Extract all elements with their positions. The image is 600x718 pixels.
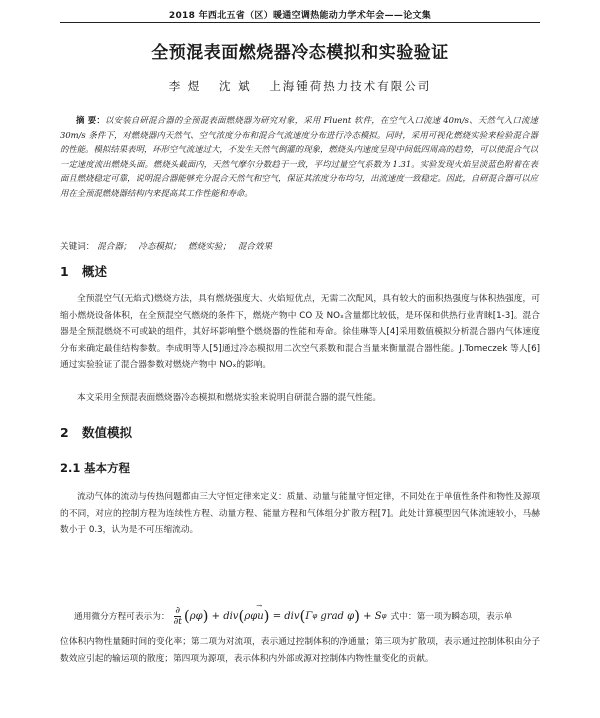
keyword: 混合效果 (237, 242, 273, 252)
subsection-heading (60, 460, 130, 476)
author-name: 李 煜 (168, 79, 202, 93)
section-title: 概述 (82, 264, 108, 279)
section-heading (60, 262, 107, 280)
author-name: 沈 斌 (219, 79, 252, 93)
equation-intro: 通用微分方程可表示为： (74, 612, 170, 622)
equation-line (74, 602, 542, 630)
section-title: 数值模拟 (82, 425, 133, 440)
keyword: 冷态模拟； (138, 242, 182, 252)
author-line (0, 78, 600, 94)
keyword: 燃烧实验； (187, 242, 231, 252)
keywords (60, 240, 540, 252)
paper-title: 全预混表面燃烧器冷态模拟和实验验证 (151, 43, 449, 63)
equation-explanation: 式中：第一项为瞬态项，表示单 (390, 612, 513, 622)
general-transport-equation: $\frac{\partial}{\partial t}$ ( ρφ ) + div ( ρφ → u ) = div ( Γ φ grad φ ) + S φ (174, 606, 387, 627)
keyword: 混合器； (97, 242, 132, 252)
body-paragraph: 本文采用全预混表面燃烧器冷态模拟和燃烧实验来说明自研混合器的混气性能。 (77, 393, 382, 403)
keywords-label: 关键词： (60, 242, 95, 252)
header-rule (60, 22, 540, 23)
running-header: 2018 年西北五省（区）暖通空调热能动力学术年会——论文集 (168, 11, 432, 21)
subsection-title: 基本方程 (84, 461, 130, 475)
section-number: 2 (60, 425, 69, 440)
abstract-label: 摘 要： (76, 115, 106, 125)
abstract-text: 以安装自研混合器的全预混表面燃烧器为研究对象，采用 Fluent 软件，在空气入口流速 40m/s、天然气入口流速 30m/s 条件下，对燃烧器内天然气、空气浓度分布和混合气流速度分布进行冷态模拟。同时，采用可视化燃烧实验来检验混合器的性能。模拟结果表明，环形空气流速过大，不发生天然气倒灌的现象，燃烧头内速度呈现中间低四周高的趋势，可以使混合气以一定速度流出燃烧头面。燃烧头截面内，天然气摩尔分数趋于一致，平均过量空气系数为 1.31。实验发现火焰呈淡蓝色附着在表面且燃烧稳定可靠，说明混合器能够充分混合天然气和空气，保证其浓度分布均匀，出流速度一致稳定。因此，自研混合器可以应用在全预混燃烧器结构内来提高其工作性能和寿命。 (60, 115, 538, 198)
body-paragraph: 全预混空气(无焰式)燃烧方法，具有燃烧强度大、火焰短优点，无需二次配风，具有较大的面积热强度与体积热强度，可缩小燃烧设备体积，在全预混空气燃烧的条件下，燃烧产物中 CO 及 NOₓ含量都比较低，是环保和供热行业青睐[1-3]。混合器是全预混燃烧不可或缺的组件，其好坏影响整个燃烧器的性能和寿命。徐佳琳等人[4]采用数值模拟分析混合器内气体速度分布来确定最佳结构参数。李成明等人[5]通过冷态模拟用二次空气系数和混合当量来衡量混合器性能。J.Tomeczek 等人[6]通过实验验证了混合器参数对燃烧产物中 NOₓ的影响。 (60, 294, 540, 370)
body-paragraph: 流动气体的流动与传热问题都由三大守恒定律来定义：质量、动量与能量守恒定律，不同处在于单值性条件和物性及源项的不同，对应的控制方程为连续性方程、动量方程、能量方程和气体组分扩散方程[7]。此处计算模型因气体流速较小，马赫数小于 0.3，认为是不可压缩流动。 (60, 492, 540, 535)
abstract (60, 113, 538, 201)
section-heading (60, 423, 132, 441)
subsection-number: 2.1 (60, 461, 81, 475)
body-paragraph: 位体积内物性量随时间的变化率；第二项为对流项，表示通过控制体积的净通量；第三项为扩散项，表示通过控制体积由分子数效应引起的输运项的散度；第四项为源项，表示体积内外部或源对控制体内物性量变化的贡献。 (60, 637, 540, 664)
affiliation: 上海锺荷热力技术有限公司 (269, 79, 432, 93)
section-number: 1 (60, 264, 69, 279)
